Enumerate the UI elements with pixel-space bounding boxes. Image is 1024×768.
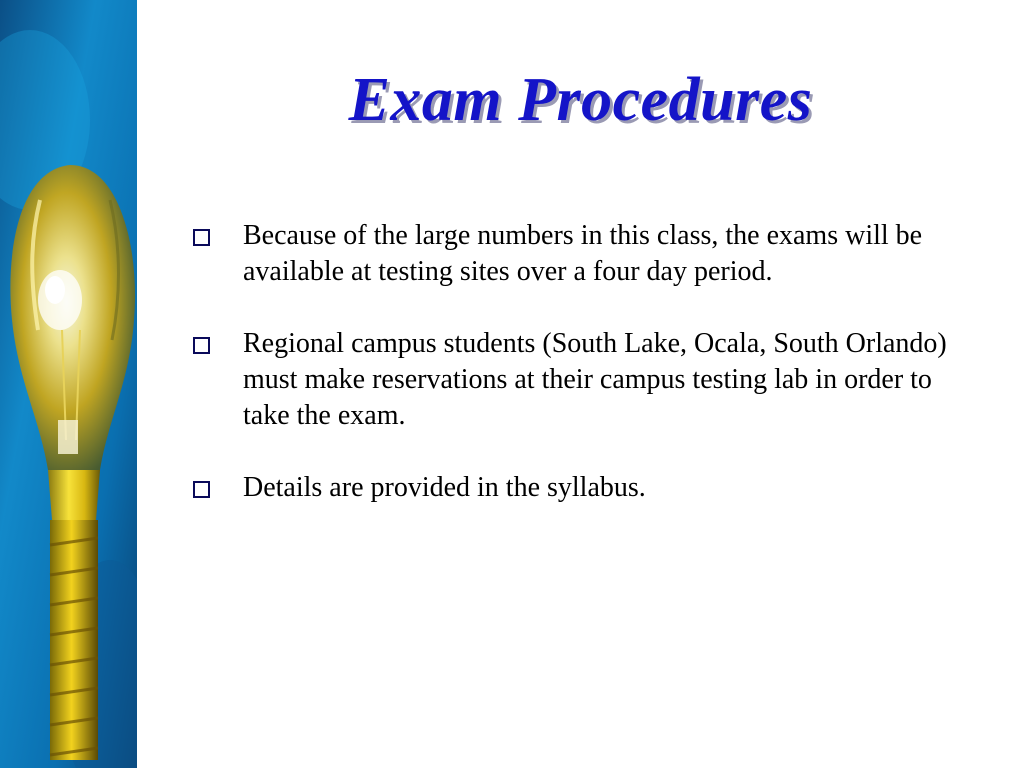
bullet-list [190, 218, 950, 506]
bullet-text: Regional campus students (South Lake, Ocala, South Orlando) must make reservations at their campus testing lab in order to take the exam. [243, 328, 947, 431]
lightbulb-image [0, 0, 137, 768]
list-item [190, 326, 950, 434]
list-item [190, 470, 950, 506]
slide-title: Exam Procedures [348, 66, 813, 134]
square-outline-bullet-icon [193, 229, 210, 246]
bullet-text: Details are provided in the syllabus. [243, 472, 646, 503]
bullet-text: Because of the large numbers in this class, the exams will be available at testing sites over a four day period. [243, 220, 923, 287]
list-item [190, 218, 950, 290]
square-outline-bullet-icon [193, 337, 210, 354]
square-outline-bullet-icon [193, 481, 210, 498]
